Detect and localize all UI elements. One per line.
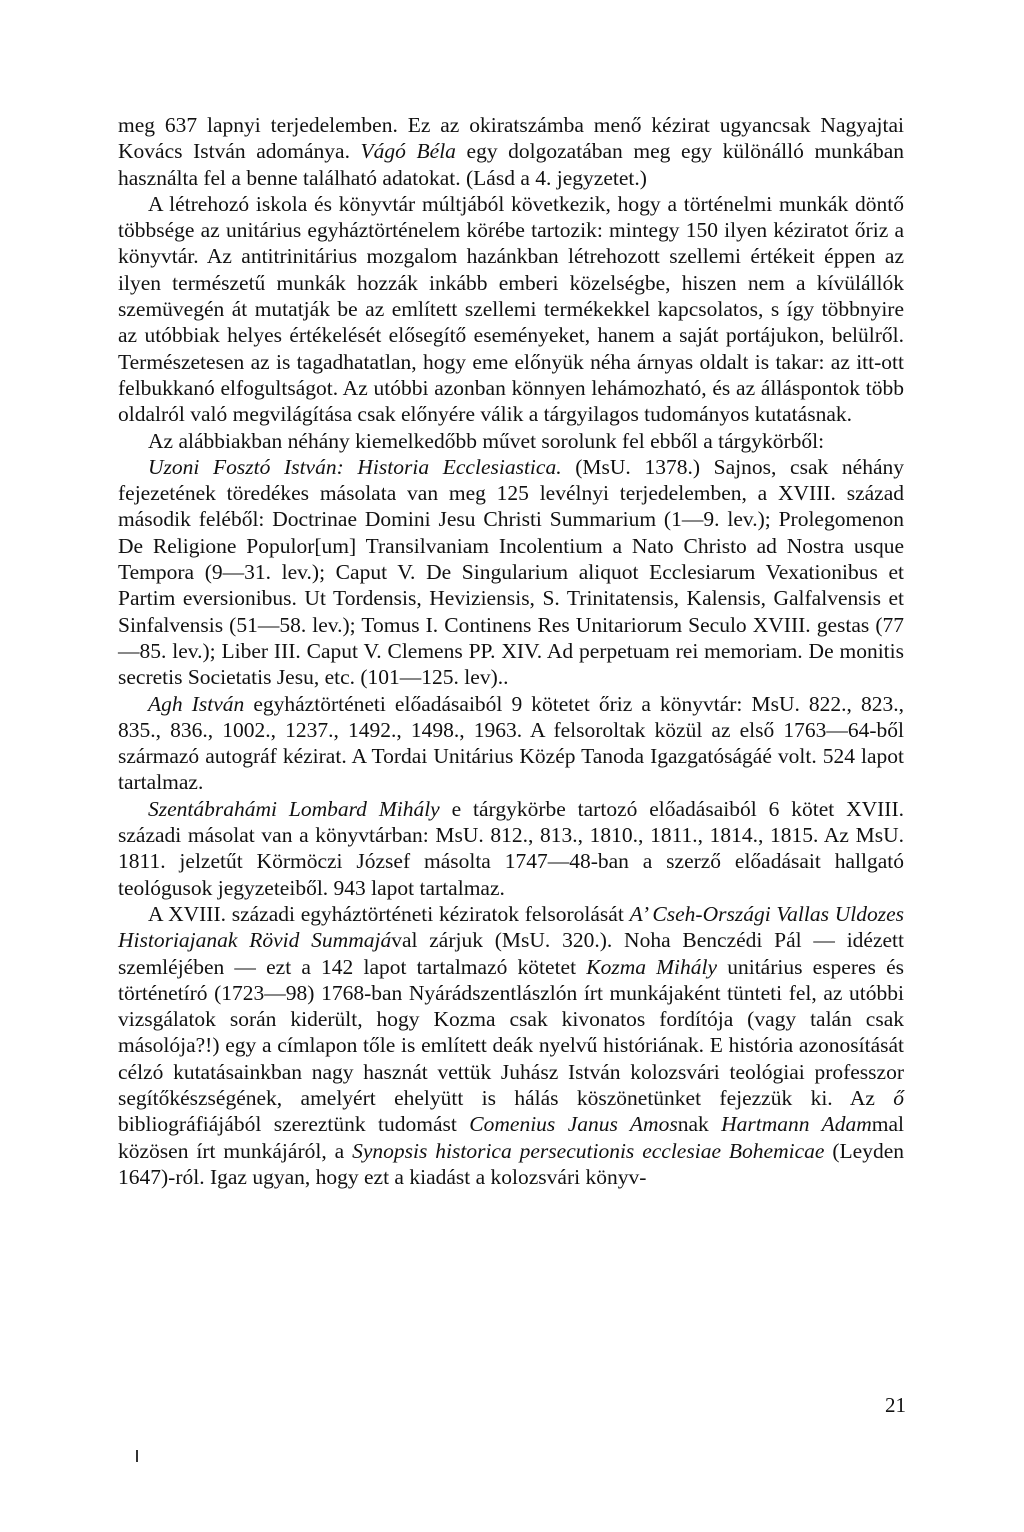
paragraph [118, 454, 904, 691]
italic-text: Agh István [148, 691, 245, 716]
paragraph [118, 691, 904, 796]
text-run: egy dolgozatában meg egy különálló munkában használta fel a benne található adatokat. (Lásd a 4. jegyzetet.) [118, 139, 905, 190]
italic-text: Hartmann Adam [721, 1112, 872, 1137]
text-run: bibliográfiájából szereztünk tudomást [118, 1112, 470, 1137]
body-text [118, 112, 904, 1190]
text-run: mal közösen írt munkájáról, a [118, 1112, 904, 1163]
stray-mark [136, 1450, 138, 1462]
page-number: 21 [885, 1393, 906, 1417]
paragraph [118, 796, 904, 901]
text-run: (Leyden 1647)-ról. Igaz ugyan, hogy ezt a kiadást a kolozsvári könyv- [118, 1138, 904, 1189]
paragraph [118, 112, 904, 191]
italic-text: Szentábrahámi Lombard Mihály [148, 796, 440, 821]
paragraph [118, 901, 904, 1190]
text-run: e tárgykörbe tartozó előadásaiból 6 kötet XVIII. századi másolat van a könyvtárban: MsU. 812., 813., 1810., 1811., 1814., 1815. Az MsU. 1811. jelzetűt Körmöczi József másolta 1747—48-ban a szerző előadásait hallgató teológusok jegyzeteiből. 943 lapot tartalmaz. [118, 796, 904, 900]
italic-text: Comenius Janus Amos [469, 1112, 678, 1137]
paragraph [118, 428, 904, 454]
text-run: A XVIII. századi egyháztörténeti kéziratok felsorolását [148, 901, 630, 926]
text-run: nak [677, 1112, 722, 1137]
text-run: Az alábbiakban néhány kiemelkedőbb művet sorolunk fel ebből a tárgykörből: [148, 428, 825, 453]
text-run: meg 637 lapnyi terjedelemben. Ez az okiratszámba menő kézirat ugyancsak Nagyajtai Kovács István adománya. [118, 113, 904, 164]
text-run: A létrehozó iskola és könyvtár múltjából következik, hogy a történelmi munkák döntő többsége az unitárius egyháztörténelem körébe tartozik: mintegy 150 ilyen kéziratot őriz a könyvtár. Az antitrinitárius mozgalom hazánkban létrehozott szellemi értékeit éppen az ilyen természetű munkák hozzák inkább emberi közelségbe, hiszen nem a kívülállók szemüvegén át mutatják be az említett szellemi termékekkel kapcsolatos, s így többnyire az utóbbiak helyes értékelését elősegítő eseményeket, hanem a saját portájukon, belülről. Természetesen az is tagadhatatlan, hogy eme előnyük néha árnyas oldalt is takar: az itt-ott felbukkanó elfogultságot. Az utóbbi azonban könnyen lehámozható, és az álláspontok több oldalról való megvilágítása csak előnyére válik a tárgyilagos tudományos kutatásnak. [118, 191, 904, 427]
text-run: egyháztörténeti előadásaiból 9 kötetet őriz a könyvtár: MsU. 822., 823., 835., 836., 1002., 1237., 1492., 1498., 1963. A felsoroltak közül az első 1763—64-ből származó autográf kézirat. A Tordai Unitárius Közép Tanoda Igazgatóságáé volt. 524 lapot tartalmaz. [118, 691, 905, 795]
text-run: (MsU. 1378.) Sajnos, csak néhány fejezetének töredékes másolata van meg 125 levélnyi terjedelemben, a XVIII. század második feléből: Doctrinae Domini Jesu Christi Summarium (1—9. lev.); Prolegomenon De Religione Populor[um] Transilvaniam Incolentium a Nato Christo ad Nostra usque Tempora (9—31. lev.); Caput V. De Singularium aliquot Ecclesiarum Vexationibus et Partim eversionibus. Ut Tordensis, Heviziensis, S. Trinitatensis, Kalensis, Galfalvensis et Sinfalvensis (51—58. lev.); Tomus I. Continens Res Unitariorum Seculo XVIII. gestas (77—85. lev.); Liber III. Caput V. Clemens PP. XIV. Ad perpetuam rei memoriam. De monitis secretis Societatis Jesu, etc. (101—125. lev).. [118, 454, 904, 690]
italic-text: Kozma Mihály [586, 954, 718, 979]
text-run: val zárjuk (MsU. 320.). Noha Benczédi Pál — idézett szemléjében — ezt a 142 lapot tartalmazó kötetet [118, 928, 905, 979]
italic-text: Synopsis historica persecutionis ecclesiae Bohemicae [352, 1138, 825, 1163]
italic-text: A’ Cseh-Országi Vallas Uldozes Historiajanak Rövid Summajá [118, 901, 904, 953]
italic-text: Uzoni Fosztó István: Historia Ecclesiastica. [148, 454, 562, 479]
paragraph [118, 191, 904, 428]
italic-text: ő [893, 1085, 904, 1110]
text-run: unitárius esperes és történetíró (1723—98) 1768-ban Nyárádszentlászlón írt munkájaként tünteti fel, az utóbbi vizsgálatok során kiderült, hogy Kozma csak kivonatos fordítója (vagy talán csak másolója?!) egy a címlapon tőle is említett deák nyelvű históriának. E história azonosítását célzó kutatásainkban nagy hasznát vettük Juhász István kolozsvári teológiai professzor segítőkészségének, amelyért ehelyütt is hálás köszönetünket fejezzük ki. Az [118, 954, 904, 1110]
italic-text: Vágó Béla [360, 139, 456, 164]
